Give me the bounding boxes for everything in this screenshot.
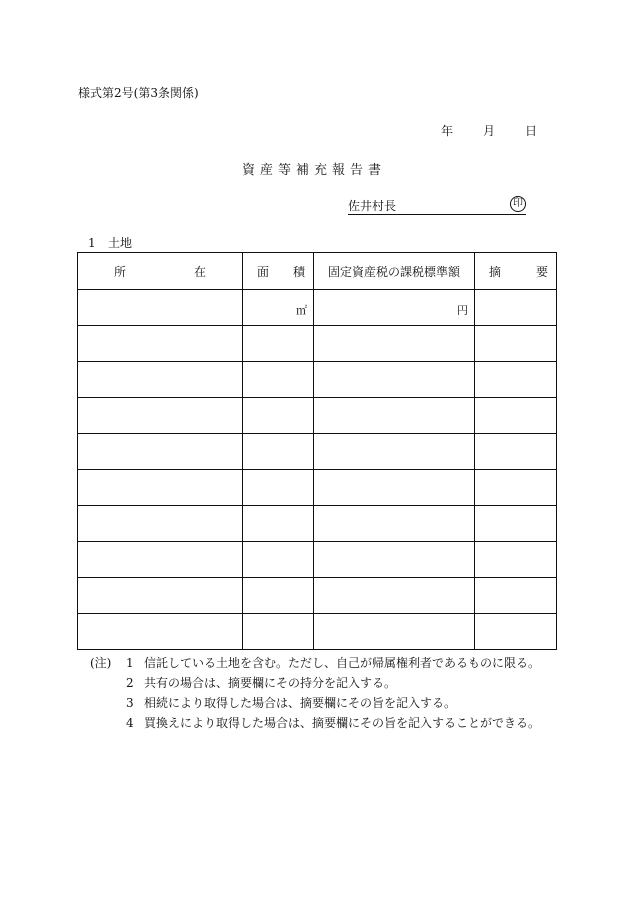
tax-base-cell[interactable] (314, 542, 475, 578)
seal-mark: 印 (510, 196, 526, 212)
tax-base-cell[interactable] (314, 506, 475, 542)
table-row (78, 362, 557, 398)
section-heading (88, 234, 132, 251)
table-row (78, 506, 557, 542)
location-cell[interactable] (78, 398, 243, 434)
table-header-row (78, 253, 557, 290)
note-number: 1 (126, 656, 134, 670)
area-cell[interactable] (243, 362, 314, 398)
form-number: 様式第2号(第3条関係) (78, 86, 199, 100)
table-row (78, 470, 557, 506)
remarks-cell[interactable] (475, 398, 557, 434)
addressee-label: 佐井村長 (348, 199, 397, 213)
location-cell[interactable] (78, 434, 243, 470)
date-day-label: 日 (525, 124, 538, 138)
tax-base-cell[interactable] (314, 434, 475, 470)
table-row (78, 290, 557, 326)
table-row (78, 326, 557, 362)
header-location: 所 在 (78, 253, 243, 290)
location-cell[interactable] (78, 326, 243, 362)
header-area: 面 積 (243, 253, 314, 290)
remarks-cell[interactable] (475, 542, 557, 578)
tax-base-cell[interactable] (314, 290, 475, 326)
area-cell[interactable] (243, 614, 314, 650)
location-cell[interactable] (78, 470, 243, 506)
remarks-cell[interactable] (475, 470, 557, 506)
header-remarks: 摘 要 (475, 253, 557, 290)
location-cell[interactable] (78, 578, 243, 614)
remarks-cell[interactable] (475, 506, 557, 542)
area-cell[interactable] (243, 470, 314, 506)
note-item (90, 673, 540, 693)
remarks-cell[interactable] (475, 434, 557, 470)
section-label: 土地 (108, 236, 133, 250)
area-cell[interactable] (243, 578, 314, 614)
tax-base-cell[interactable] (314, 578, 475, 614)
area-cell[interactable] (243, 290, 314, 326)
location-cell[interactable] (78, 290, 243, 326)
tax-base-cell[interactable] (314, 326, 475, 362)
note-item (90, 693, 540, 713)
note-number: 2 (126, 676, 134, 690)
location-cell[interactable] (78, 542, 243, 578)
note-item (90, 653, 540, 673)
date-month-label: 月 (483, 124, 496, 138)
land-table (77, 252, 557, 650)
addressee-line (348, 196, 526, 215)
header-tax-base: 固定資産税の課税標準額 (314, 253, 475, 290)
area-cell[interactable] (243, 434, 314, 470)
section-number: 1 (88, 236, 96, 250)
area-cell[interactable] (243, 326, 314, 362)
tax-base-cell[interactable] (314, 614, 475, 650)
note-text: 買換えにより取得した場合は、摘要欄にその旨を記入することができる。 (144, 716, 541, 730)
tax-base-cell[interactable] (314, 470, 475, 506)
table-row (78, 434, 557, 470)
table-row (78, 578, 557, 614)
notes-prefix: (注) (90, 656, 112, 670)
area-cell[interactable] (243, 542, 314, 578)
remarks-cell[interactable] (475, 362, 557, 398)
remarks-cell[interactable] (475, 326, 557, 362)
date-line (441, 122, 537, 139)
area-unit: ㎡ (296, 304, 307, 317)
table-row (78, 542, 557, 578)
note-text: 信託している土地を含む。ただし、自己が帰属権利者であるものに限る。 (144, 656, 541, 670)
notes (90, 653, 540, 733)
location-cell[interactable] (78, 506, 243, 542)
location-cell[interactable] (78, 362, 243, 398)
remarks-cell[interactable] (475, 578, 557, 614)
note-number: 4 (126, 716, 134, 730)
area-cell[interactable] (243, 506, 314, 542)
area-cell[interactable] (243, 398, 314, 434)
location-cell[interactable] (78, 614, 243, 650)
table-row (78, 614, 557, 650)
document-title: 資産等補充報告書 (242, 163, 387, 178)
date-year-label: 年 (441, 124, 454, 138)
tax-base-cell[interactable] (314, 362, 475, 398)
remarks-cell[interactable] (475, 290, 557, 326)
note-item (90, 713, 540, 733)
note-text: 共有の場合は、摘要欄にその持分を記入する。 (144, 676, 397, 690)
tax-base-cell[interactable] (314, 398, 475, 434)
yen-unit: 円 (457, 304, 468, 317)
table-row (78, 398, 557, 434)
remarks-cell[interactable] (475, 614, 557, 650)
note-text: 相続により取得した場合は、摘要欄にその旨を記入する。 (144, 696, 457, 710)
note-number: 3 (126, 696, 134, 710)
